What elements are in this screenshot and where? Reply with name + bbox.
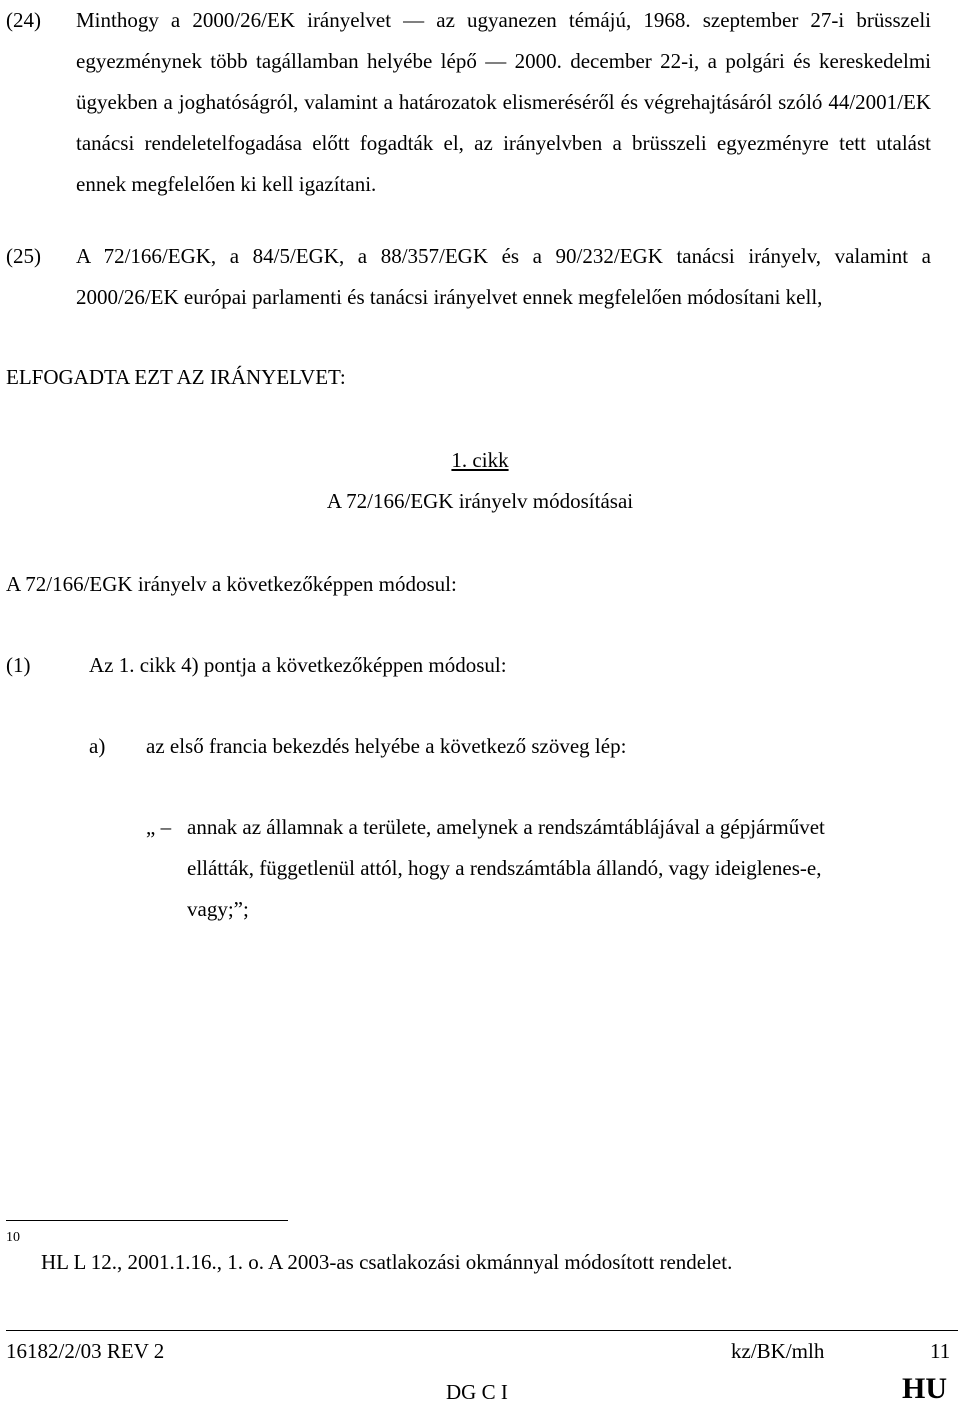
amendment-intro: A 72/166/EGK irányelv a következőképpen módosul:: [6, 572, 457, 596]
quote-line: ellátták, függetlenül attól, hogy a rendszámtábla állandó, vagy ideiglenes-e,: [187, 856, 822, 880]
paragraph-number: (24): [6, 8, 41, 32]
article-number: 1. cikk: [451, 448, 509, 472]
author-initials: kz/BK/mlh: [731, 1339, 825, 1363]
document-reference: 16182/2/03 REV 2: [6, 1339, 165, 1363]
item-number: (1): [6, 653, 31, 677]
quote-line: annak az államnak a területe, amelynek a rendszámtáblájával a gépjárművet: [187, 815, 825, 839]
footnote-separator: [6, 1220, 288, 1221]
quote-mark: „ –: [146, 815, 172, 839]
item-text: Az 1. cikk 4) pontja a következőképpen módosul:: [89, 653, 507, 677]
page-number: 11: [930, 1339, 951, 1363]
paragraph-number: (25): [6, 244, 41, 268]
adoption-statement: ELFOGADTA EZT AZ IRÁNYELVET:: [6, 365, 346, 389]
paragraph-24: [6, 0, 931, 205]
directorate-general: DG C I: [446, 1380, 508, 1404]
paragraph-25: [6, 236, 931, 318]
footnote-text: HL L 12., 2001.1.16., 1. o. A 2003-as csatlakozási okmánnyal módosított rendelet.: [41, 1250, 733, 1274]
subitem-text: az első francia bekezdés helyébe a következő szöveg lép:: [146, 734, 627, 758]
article-title: A 72/166/EGK irányelv módosításai: [326, 489, 634, 513]
paragraph-text: A 72/166/EGK, a 84/5/EGK, a 88/357/EGK és a 90/232/EGK tanácsi irányelv, valamint a 2000/26/EK európai parlamenti és tanácsi irányelvet ennek megfelelően módosítani kell,: [76, 244, 931, 309]
language-code: HU: [902, 1372, 947, 1405]
subitem-letter: a): [89, 734, 106, 758]
footnote-number: 10: [6, 1230, 20, 1245]
paragraph-text: Minthogy a 2000/26/EK irányelvet — az ugyanezen témájú, 1968. szeptember 27-i brüsszeli egyezménynek több tagállamban helyébe lépő — 2000. december 22-i, a polgári és kereskedelmi ügyekben a joghatóságról, valamint a határozatok elismeréséről és végrehajtásáról szóló 44/2001/EK tanácsi rendeletelfogadása előtt fogadták el, az irányelvben a brüsszeli egyezményre tett utalást ennek megfelelően ki kell igazítani.: [76, 8, 931, 196]
quote-line: vagy;”;: [187, 897, 249, 921]
